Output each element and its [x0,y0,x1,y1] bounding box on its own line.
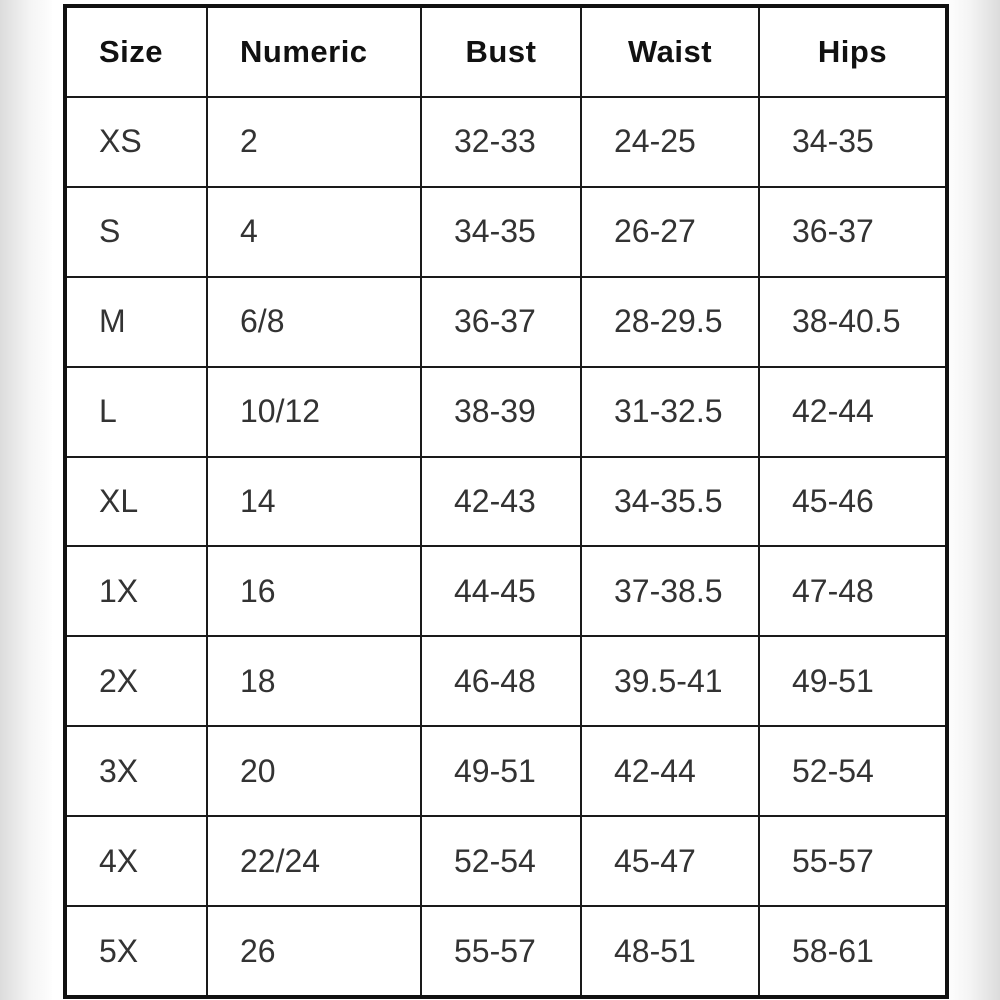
cell-waist: 28-29.5 [581,277,759,367]
cell-bust: 38-39 [421,367,581,457]
cell-hips: 49-51 [759,636,947,726]
cell-waist: 39.5-41 [581,636,759,726]
cell-size: L [65,367,207,457]
cell-bust: 44-45 [421,546,581,636]
table-row [65,277,947,367]
table-row [65,457,947,547]
table-row [65,636,947,726]
table-row [65,816,947,906]
cell-bust: 55-57 [421,906,581,997]
cell-numeric: 20 [207,726,421,816]
cell-numeric: 26 [207,906,421,997]
cell-bust: 46-48 [421,636,581,726]
cell-hips: 38-40.5 [759,277,947,367]
cell-waist: 42-44 [581,726,759,816]
cell-bust: 36-37 [421,277,581,367]
cell-size: 3X [65,726,207,816]
cell-hips: 47-48 [759,546,947,636]
cell-size: S [65,187,207,277]
header-size: Size [65,6,207,97]
cell-numeric: 6/8 [207,277,421,367]
cell-numeric: 18 [207,636,421,726]
cell-numeric: 10/12 [207,367,421,457]
header-waist: Waist [581,6,759,97]
cell-numeric: 2 [207,97,421,187]
cell-size: 4X [65,816,207,906]
table-row [65,97,947,187]
table-row [65,367,947,457]
header-hips: Hips [759,6,947,97]
header-row [65,6,947,97]
cell-bust: 34-35 [421,187,581,277]
cell-waist: 26-27 [581,187,759,277]
cell-waist: 31-32.5 [581,367,759,457]
cell-bust: 52-54 [421,816,581,906]
table-row [65,906,947,997]
table-row [65,187,947,277]
size-chart-table [63,4,949,999]
cell-size: 5X [65,906,207,997]
cell-hips: 45-46 [759,457,947,547]
cell-hips: 42-44 [759,367,947,457]
cell-numeric: 4 [207,187,421,277]
table-row [65,546,947,636]
table-row [65,726,947,816]
cell-size: XS [65,97,207,187]
cell-hips: 34-35 [759,97,947,187]
cell-waist: 48-51 [581,906,759,997]
cell-numeric: 22/24 [207,816,421,906]
header-numeric: Numeric [207,6,421,97]
cell-waist: 34-35.5 [581,457,759,547]
cell-hips: 55-57 [759,816,947,906]
cell-numeric: 16 [207,546,421,636]
cell-bust: 32-33 [421,97,581,187]
cell-size: XL [65,457,207,547]
cell-waist: 45-47 [581,816,759,906]
cell-hips: 58-61 [759,906,947,997]
cell-size: M [65,277,207,367]
cell-hips: 52-54 [759,726,947,816]
cell-size: 1X [65,546,207,636]
cell-bust: 42-43 [421,457,581,547]
cell-waist: 37-38.5 [581,546,759,636]
cell-bust: 49-51 [421,726,581,816]
cell-waist: 24-25 [581,97,759,187]
cell-hips: 36-37 [759,187,947,277]
header-bust: Bust [421,6,581,97]
cell-numeric: 14 [207,457,421,547]
cell-size: 2X [65,636,207,726]
